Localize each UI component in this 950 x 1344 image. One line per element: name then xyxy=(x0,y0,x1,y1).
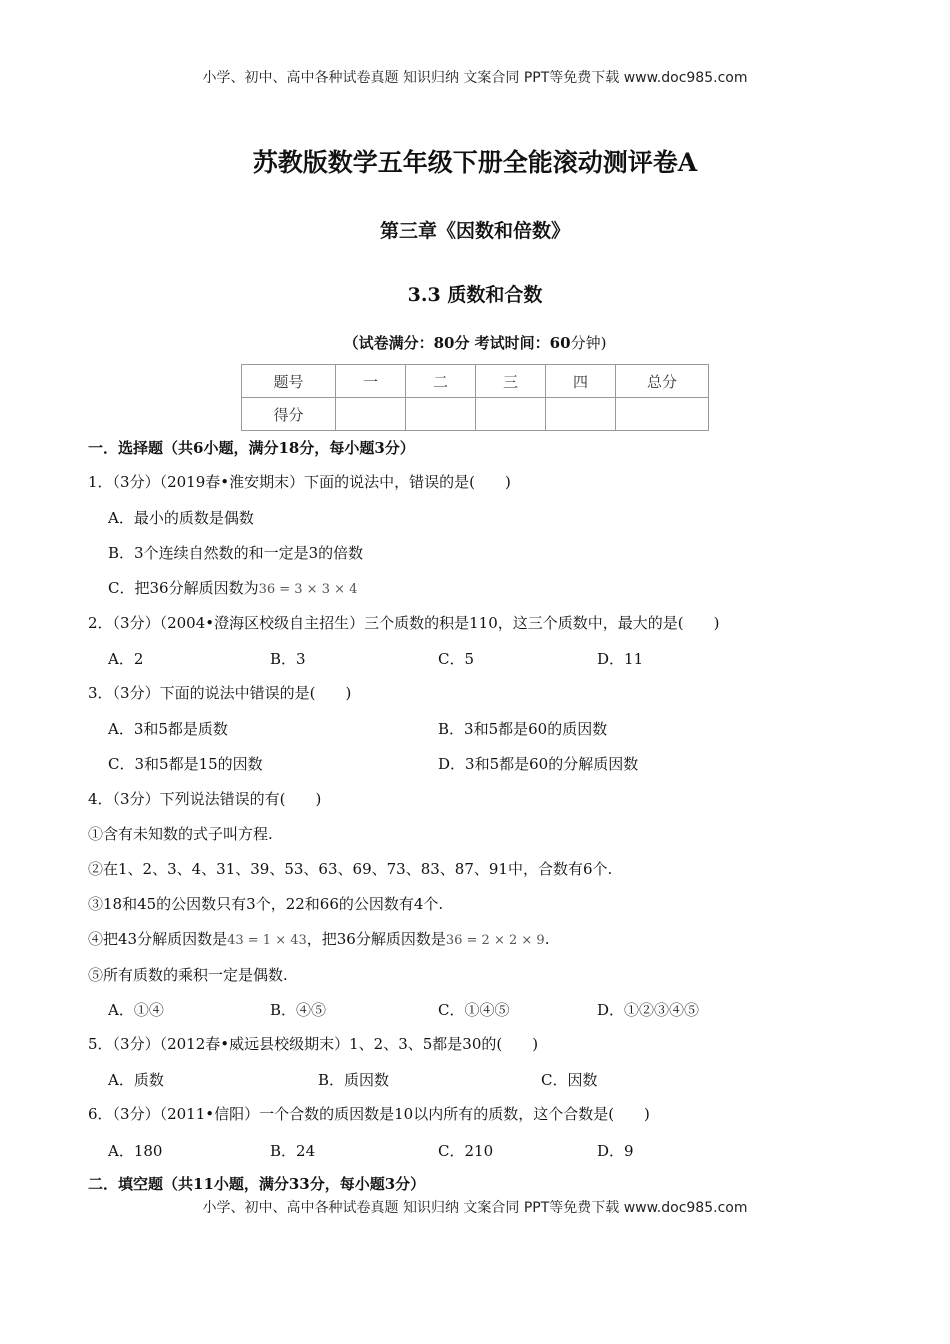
q5-option-a: A．质数 xyxy=(108,1071,164,1089)
exam-info-tail: 分钟) xyxy=(570,334,607,352)
score-header-cell: 四 xyxy=(546,365,616,398)
q5-option-b: B．质因数 xyxy=(318,1071,390,1089)
q1-option-c xyxy=(108,577,357,598)
score-header-cell: 二 xyxy=(406,365,476,398)
q4-option-a: A．①④ xyxy=(108,1001,164,1019)
part1-heading: 一．选择题（共6小题，满分18分，每小题3分） xyxy=(88,439,415,457)
q6-option-c: C．210 xyxy=(438,1142,494,1160)
exam-title: 苏教版数学五年级下册全能滚动测评卷A xyxy=(252,148,698,177)
q4-option-c: C．①④⑤ xyxy=(438,1001,510,1019)
section-title: 3.3 质数和合数 xyxy=(407,284,543,306)
score-row-label: 得分 xyxy=(242,398,336,431)
q3-option-c: C．3和5都是15的因数 xyxy=(108,755,263,773)
score-header-cell: 总分 xyxy=(616,365,709,398)
q4-s4-part-b: ，把36分解质因数是 xyxy=(306,930,446,948)
q4-s4-math-1: 43 = 1 × 43 xyxy=(227,933,307,948)
q1-stem: 1．（3分）（2019春•淮安期末）下面的说法中，错误的是( ) xyxy=(88,473,511,491)
q1-option-b: B．3个连续自然数的和一定是3的倍数 xyxy=(108,544,364,562)
score-header-cell: 一 xyxy=(336,365,406,398)
q2-option-a: A．2 xyxy=(108,650,144,668)
q5-option-c: C．因数 xyxy=(541,1071,598,1089)
score-cell[interactable] xyxy=(546,398,616,431)
q4-stem: 4．（3分）下列说法错误的有( ) xyxy=(88,790,322,808)
q2-option-c: C．5 xyxy=(438,650,475,668)
chapter-title: 第三章《因数和倍数》 xyxy=(379,220,570,242)
top-banner: 小学、初中、高中各种试卷真题 知识归纳 文案合同 PPT等免费下载 www.doc985.com xyxy=(202,70,748,86)
q4-s4-math-2: 36 = 2 × 2 × 9 xyxy=(445,933,545,948)
q2-option-b: B．3 xyxy=(270,650,306,668)
q6-option-a: A．180 xyxy=(108,1142,163,1160)
score-cell[interactable] xyxy=(406,398,476,431)
q4-statement-1: ①含有未知数的式子叫方程. xyxy=(88,825,273,843)
q4-option-b: B．④⑤ xyxy=(270,1001,327,1019)
q4-statement-3: ③18和45的公因数只有3个，22和66的公因数有4个. xyxy=(88,895,444,913)
q4-s4-part-c: . xyxy=(544,930,550,948)
q5-stem: 5．（3分）（2012春•威远县校级期末）1、2、3、5都是30的( ) xyxy=(88,1035,539,1053)
q3-option-a: A．3和5都是质数 xyxy=(108,720,228,738)
exam-info xyxy=(0,332,950,353)
q3-stem: 3．（3分）下面的说法中错误的是( ) xyxy=(88,684,352,702)
q1-option-c-math: 36 = 3 × 3 × 4 xyxy=(258,582,358,597)
q4-statement-2: ②在1、2、3、4、31、39、53、63、69、73、83、87、91中，合数有6个. xyxy=(88,860,613,878)
bottom-banner: 小学、初中、高中各种试卷真题 知识归纳 文案合同 PPT等免费下载 www.doc985.com xyxy=(202,1200,748,1216)
q2-stem: 2．（3分）（2004•澄海区校级自主招生）三个质数的积是110，这三个质数中，最大的是( ) xyxy=(88,614,720,632)
q4-statement-4 xyxy=(88,928,549,949)
score-header-cell: 题号 xyxy=(242,365,336,398)
score-cell[interactable] xyxy=(616,398,709,431)
score-header-cell: 三 xyxy=(476,365,546,398)
score-cell[interactable] xyxy=(336,398,406,431)
part2-heading: 二．填空题（共11小题，满分33分，每小题3分） xyxy=(88,1175,426,1193)
q4-option-d: D．①②③④⑤ xyxy=(597,1001,700,1019)
score-table-header-row xyxy=(242,365,709,398)
q1-option-c-text: C．把36分解质因数为 xyxy=(108,579,259,597)
q1-option-a: A．最小的质数是偶数 xyxy=(108,509,254,527)
score-table-score-row xyxy=(242,398,709,431)
q3-option-b: B．3和5都是60的质因数 xyxy=(438,720,608,738)
q2-option-d: D．11 xyxy=(597,650,644,668)
score-cell[interactable] xyxy=(476,398,546,431)
score-table xyxy=(241,364,709,431)
q6-option-b: B．24 xyxy=(270,1142,316,1160)
q3-option-d: D．3和5都是60的分解质因数 xyxy=(438,755,639,773)
q6-option-d: D．9 xyxy=(597,1142,634,1160)
exam-info-main: （试卷满分：80分 考试时间：60 xyxy=(343,334,571,352)
q4-s4-part-a: ④把43分解质因数是 xyxy=(88,930,228,948)
q6-stem: 6．（3分）（2011•信阳）一个合数的质因数是10以内所有的质数，这个合数是( ) xyxy=(88,1105,650,1123)
q4-statement-5: ⑤所有质数的乘积一定是偶数. xyxy=(88,966,288,984)
